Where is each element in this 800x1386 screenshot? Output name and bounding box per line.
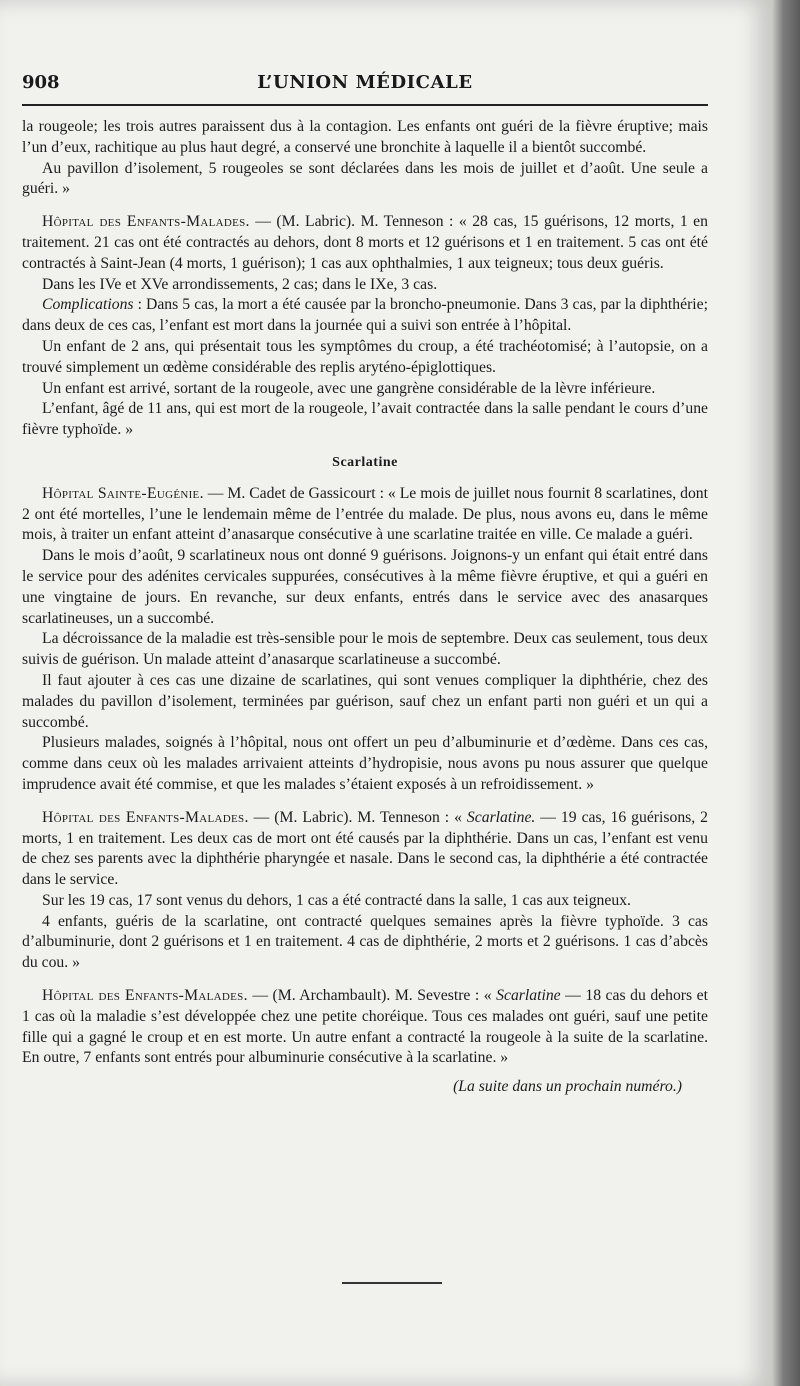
paragraph: L’enfant, âgé de 11 ans, qui est mort de la rougeole, l’avait contractée dans la salle pendant le cours d’une fièvre typhoïde. » [22,400,708,439]
paragraph: Il faut ajouter à ces cas une dizaine de scarlatines, qui sont venues compliquer la diphthérie, chez des malades du pavillon d’isolement, terminées par guérison, sauf chez un enfant parti non guéri et un qui a succombé. [22,671,708,731]
paragraph: Hôpital des Enfants-Malades. — (M. Labric). M. Tenneson : « Scarlatine. — 19 cas, 16 guérisons, 2 morts, 1 en traitement. Les deux cas de mort ont été causés par la diphthérie. Dans un cas, l’enfant est venu de chez ses parents avec la diphthérie pharyngée et nasale. Dans le second cas, la diphthérie a été contractée dans le service. [22,808,708,889]
paragraph: Un enfant est arrivé, sortant de la rougeole, avec une gangrène considérable de la lèvre inférieure. [42,379,656,397]
page-edge-shadow [772,0,800,1386]
paragraph: Hôpital des Enfants-Malades. — (M. Labric). M. Tenneson : « 28 cas, 15 guérisons, 12 morts, 1 en traitement. 21 cas ont été contractés au dehors, dont 8 morts et 12 guérisons et 1 en traitement. 5 cas ont été contractés à Saint-Jean (4 morts, 1 guérison); 1 cas aux ophthalmies, 1 aux teigneux; tous deux guéris. [22,213,708,272]
hospital-name: Hôpital des Enfants-Malades. [42,213,250,231]
hospital-name: Hôpital des Enfants-Malades. [42,987,248,1005]
end-rule [342,1282,442,1284]
running-title: L’UNION MÉDICALE [257,72,473,93]
paragraph: La décroissance de la maladie est très-sensible pour le mois de septembre. Deux cas seulement, tous deux suivis de guérison. Un malade atteint d’anasarque scarlatineuse a succombé. [22,630,708,669]
paragraph: Au pavillon d’isolement, 5 rougeoles se sont déclarées dans les mois de juillet et d’août. Une seule a guéri. » [22,159,708,198]
header-rule [22,104,708,106]
paragraph: Dans les IVe et XVe arrondissements, 2 cas; dans le IXe, 3 cas. [42,275,438,293]
hospital-name: Hôpital des Enfants-Malades. [42,808,249,826]
article-body [22,117,708,1098]
paragraph: Plusieurs malades, soignés à l’hôpital, nous ont offert un peu d’albuminurie et d’œdème. Dans ces cas, comme dans ceux où les malades arrivaient atteints d’hydropisie, nous avons pu nous assurer que quelque imprudence avait été commise, et que les malades s’étaient exposés à un refroidissement. » [22,734,708,793]
paragraph: Un enfant de 2 ans, qui présentait tous les symptômes du croup, a été trachéotomisé; à l’autopsie, on a trouvé simplement un œdème considérable des replis aryténo-épiglottiques. [22,337,708,376]
page-header [22,70,708,100]
hospital-name: Hôpital Sainte-Eugénie. [42,484,204,502]
paragraph: Dans le mois d’août, 9 scarlatineux nous ont donné 9 guérisons. Joignons-y un enfant qui était entré dans le service pour des adénites cervicales suppurées, consécutives à la même fièvre éruptive, et qui a guéri en une vingtaine de jours. En revanche, sur deux enfants, entrés dans le service avec des anasarques scarlatineuses, un a succombé. [22,547,708,627]
paragraph: Sur les 19 cas, 17 sont venus du dehors, 1 cas a été contracté dans la salle, 1 cas aux teigneux. [42,891,631,909]
paragraph: la rougeole; les trois autres paraissent dus à la contagion. Les enfants ont guéri de la fièvre éruptive; mais l’un d’eux, rachitique au plus haut degré, a conservé une bronchite à laquelle il a bientôt succombé. [22,118,708,156]
paragraph: Complications : Dans 5 cas, la mort a été causée par la broncho-pneumonie. Dans 3 cas, par la diphthérie; dans deux de ces cas, l’enfant est mort dans la journée qui a suivi son entrée à l’hôpital. [22,296,708,335]
continued-note: (La suite dans un prochain numéro.) [453,1078,682,1096]
page-number: 908 [22,72,60,93]
complications-label: Complications [42,296,134,314]
paragraph: 4 enfants, guéris de la scarlatine, ont contracté quelques semaines après la fièvre typhoïde. 3 cas d’albuminurie, dont 2 guérisons et 1 en traitement. 4 cas de diphthérie, 2 morts et 2 guérisons. 1 cas d’abcès du cou. » [22,912,708,972]
paragraph: Hôpital des Enfants-Malades. — (M. Archambault). M. Sevestre : « Scarlatine — 18 cas du dehors et 1 cas où la maladie s’est développée chez une petite choréique. Tous ces malades ont guéri, sauf une petite fille qui a gagné le croup et en est morte. Un autre enfant a contracté la rougeole à la suite de la scarlatine. En outre, 7 enfants sont entrés pour albuminurie consécutive à la scarlatine. » [22,987,708,1067]
section-heading: Scarlatine [332,454,398,470]
paragraph: Hôpital Sainte-Eugénie. — M. Cadet de Gassicourt : « Le mois de juillet nous fournit 8 scarlatines, dont 2 ont été mortelles, l’une le lendemain même de l’entrée du malade. De plus, nous avons eu, dans le même mois, à traiter un enfant atteint d’anasarque consécutive à une scarlatine traitée en ville. Ce malade a guéri. [22,484,708,544]
